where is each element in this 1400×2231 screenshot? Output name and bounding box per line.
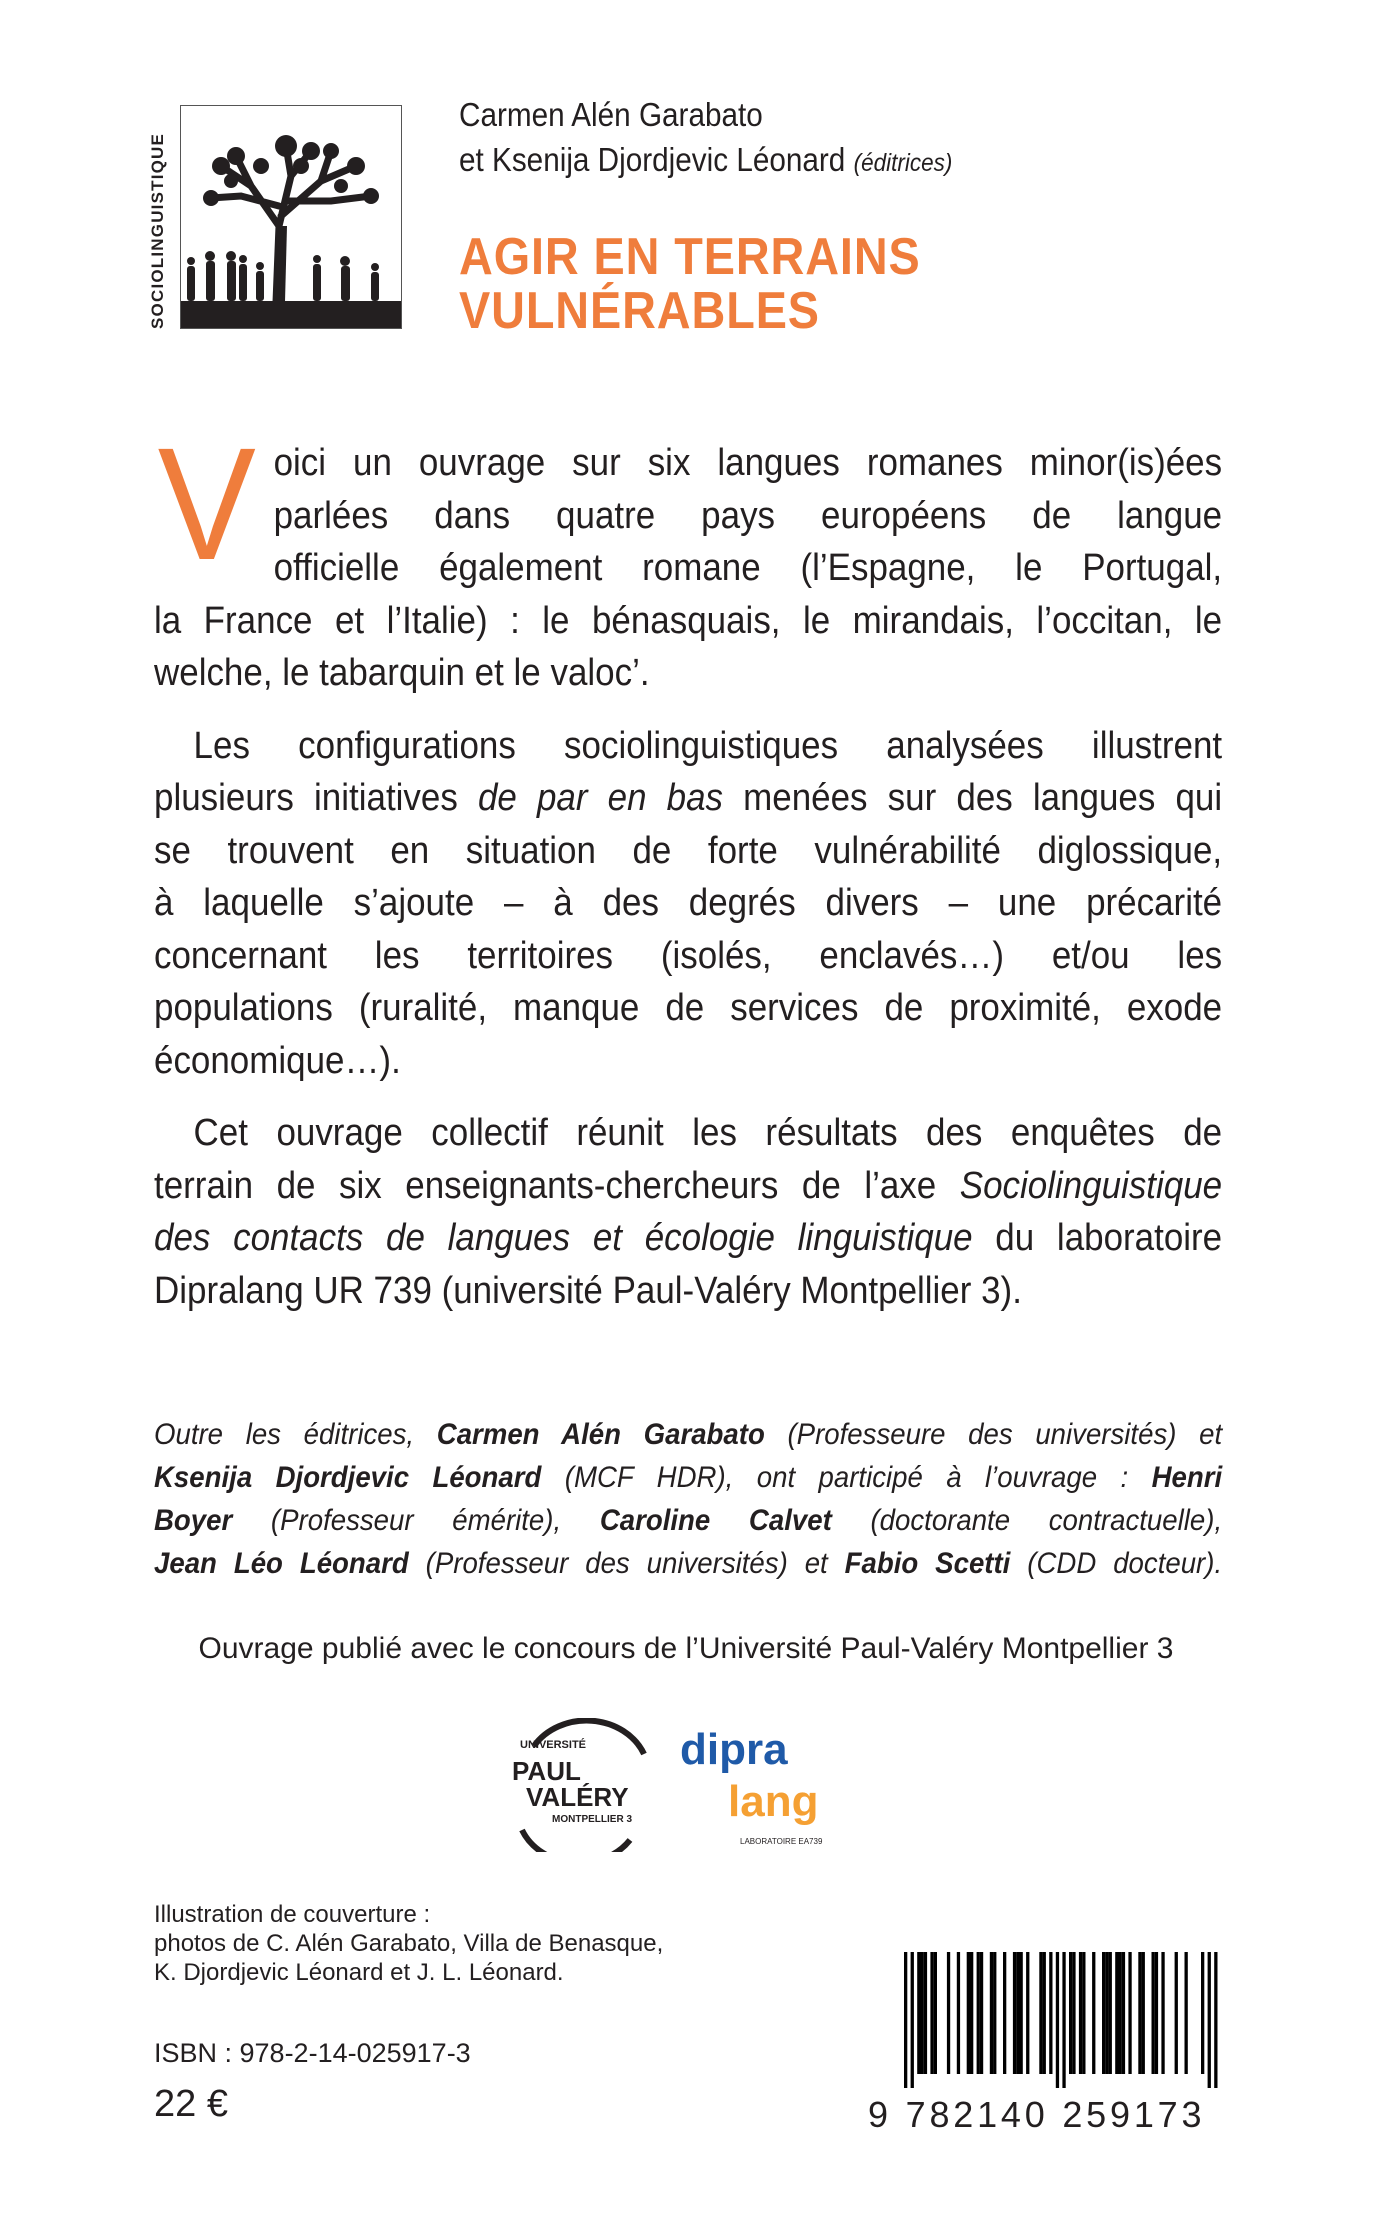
text-segment: concernant les territoires (isolés, enclavés…) et/ou les (154, 934, 1223, 977)
barcode-bar (934, 1952, 937, 2074)
text-line (154, 647, 1222, 700)
dipralang-logo (680, 1718, 880, 1857)
text-segment: Sociolinguistique (959, 1164, 1223, 1207)
text-segment: plusieurs initiatives (154, 777, 478, 819)
text-segment: se trouvent en situation de forte vulnérabilité diglossique, (154, 829, 1223, 872)
barcode-bar (1062, 1952, 1065, 2088)
barcode-bar (947, 1952, 950, 2074)
text-segment: à laquelle s’ajoute – à des degrés divers – une précarité (154, 882, 1223, 924)
pv-line-1: PAUL (512, 1756, 581, 1786)
text-line (154, 1413, 1222, 1456)
dipralang-sub: LABORATOIRE EA739 (740, 1837, 823, 1846)
text-segment: Cet ouvrage collectif réunit les résultats des enquêtes de (193, 1112, 1223, 1154)
text-segment: économique…). (154, 1039, 401, 1082)
text-segment: (doctorante contractuelle), (831, 1504, 1223, 1537)
text-segment: oici un ouvrage sur six langues romanes minor(is)ées (273, 442, 1223, 484)
barcode-bar (1072, 1952, 1075, 2074)
illustration-line: photos de C. Alén Garabato, Villa de Benasque, (154, 1930, 664, 1957)
blurb-paragraph (154, 720, 1222, 1088)
barcode-bar (1079, 1952, 1082, 2074)
book-title (459, 230, 921, 338)
barcode-bar (1109, 1952, 1112, 2074)
editors-role: (éditrices) (853, 149, 953, 177)
text-segment: Outre les éditrices, (154, 1418, 437, 1451)
blurb-paragraph (154, 1107, 1222, 1317)
barcode-bar (1056, 1952, 1059, 2088)
text-segment: officielle également romane (l’Espagne, le Portugal, (273, 547, 1223, 589)
editor-1: Carmen Alén Garabato (459, 96, 763, 133)
barcode-bar (977, 1952, 980, 2074)
text-line (154, 595, 1222, 648)
text-line (154, 1456, 1222, 1499)
barcode-bar (1201, 1952, 1204, 2074)
text-segment: Henri (1151, 1461, 1223, 1494)
barcode-bar (1003, 1952, 1006, 2074)
price: 22 € (154, 2083, 228, 2125)
barcode-bar (1069, 1952, 1072, 2074)
text-line (154, 930, 1222, 983)
illustration-credit (154, 1900, 663, 1987)
text-segment: de par en bas (477, 777, 724, 819)
text-line (154, 1035, 1222, 1088)
barcode-bar (967, 1952, 970, 2074)
text-line (154, 490, 1222, 543)
blurb-paragraph (154, 414, 1223, 700)
barcode-bar (1152, 1952, 1155, 2074)
barcode-bar (930, 1952, 933, 2074)
barcode-bar (1122, 1952, 1125, 2074)
barcode-bar (921, 1952, 924, 2074)
pv-bottom-text: MONTPELLIER 3 (552, 1814, 633, 1825)
barcode-bar (1049, 1952, 1052, 2074)
editor-2-line (459, 137, 952, 186)
text-line (154, 877, 1222, 930)
pv-top-text: UNIVERSITÉ (520, 1739, 587, 1751)
barcode-bar (1082, 1952, 1085, 2074)
series-label: SOCIOLINGUISTIQUE (148, 132, 167, 329)
lang-text: lang (728, 1777, 819, 1826)
text-segment: Boyer (154, 1504, 233, 1537)
isbn: ISBN : 978-2-14-025917-3 (154, 2038, 471, 2068)
tree-illustration (181, 106, 401, 328)
text-segment: (CDD docteur). (1010, 1547, 1223, 1580)
text-segment: Caroline Calvet (599, 1504, 832, 1537)
barcode-bar (1214, 1952, 1217, 2088)
text-line (154, 720, 1222, 773)
text-segment: menées sur des langues qui (723, 777, 1223, 819)
barcode-bar (924, 1952, 927, 2074)
barcode-bar (1208, 1952, 1211, 2088)
text-segment: terrain de six enseignants-chercheurs de l’axe (154, 1164, 960, 1207)
text-segment: (Professeure des universités) et (764, 1418, 1223, 1451)
barcode-bar (1016, 1952, 1019, 2074)
text-segment: parlées dans quatre pays européens de langue (273, 494, 1223, 537)
text-segment: Ksenija Djordjevic Léonard (154, 1461, 542, 1494)
illustration-line: Illustration de couverture : (154, 1901, 431, 1928)
paul-valery-logo (500, 1718, 660, 1857)
blurb (154, 414, 1223, 1337)
barcode-bar (990, 1952, 993, 2074)
barcode-bar (1142, 1952, 1145, 2074)
barcode-bar (917, 1952, 920, 2074)
title-line-2: VULNÉRABLES (459, 282, 820, 340)
barcode-bar (993, 1952, 996, 2074)
barcode-bar (957, 1952, 960, 2074)
barcode-digits: 9 782140 259173 (868, 2094, 1206, 2135)
barcode-bar (980, 1952, 983, 2074)
text-line (154, 1542, 1222, 1585)
barcode-bar (1026, 1952, 1029, 2074)
contributors (154, 1413, 1222, 1585)
text-line (154, 982, 1222, 1035)
text-line (154, 1265, 1222, 1318)
text-segment: (MCF HDR), ont participé à l’ouvrage : (541, 1461, 1152, 1494)
text-segment: Fabio Scetti (844, 1547, 1011, 1580)
barcode-bar (1155, 1952, 1158, 2074)
barcode-bar (1105, 1952, 1108, 2074)
series-tree-logo (180, 105, 402, 329)
text-line (154, 1212, 1222, 1265)
barcode-bar (911, 1952, 914, 2088)
text-line (154, 437, 1222, 490)
text-segment: (Professeur émérite), (232, 1504, 600, 1537)
barcode (896, 1952, 1226, 2088)
text-line (154, 772, 1222, 825)
barcode-bar (1013, 1952, 1016, 2074)
text-segment: Dipralang UR 739 (université Paul-Valéry Montpellier 3). (154, 1269, 1022, 1312)
text-segment: Les configurations sociolinguistiques analysées illustrent (193, 724, 1223, 767)
text-segment: la France et l’Italie) : le bénasquais, le mirandais, l’occitan, le (154, 599, 1223, 642)
illustration-line: K. Djordjevic Léonard et J. L. Léonard. (154, 1959, 564, 1986)
barcode-bar (1102, 1952, 1105, 2074)
text-line (154, 1160, 1222, 1213)
barcode-bar (1138, 1952, 1141, 2074)
text-segment: (Professeur des universités) et (408, 1547, 845, 1580)
barcode-bar (904, 1952, 907, 2088)
text-line (154, 825, 1222, 878)
barcode-bar (1119, 1952, 1122, 2074)
barcode-bar (1115, 1952, 1118, 2074)
text-segment: Carmen Alén Garabato (436, 1418, 765, 1451)
text-segment: populations (ruralité, manque de services de proximité, exode (154, 987, 1223, 1029)
title-line-1: AGIR EN TERRAINS (459, 228, 921, 286)
text-segment: des contacts de langues et écologie linguistique (154, 1217, 973, 1259)
sponsor-note: Ouvrage publié avec le concours de l’Université Paul-Valéry Montpellier 3 (198, 1632, 1174, 1665)
dipra-text: dipra (680, 1725, 788, 1774)
barcode-bar (1039, 1952, 1042, 2074)
editors (459, 92, 952, 186)
text-line (154, 542, 1222, 595)
barcode-bar (1092, 1952, 1095, 2074)
text-segment: welche, le tabarquin et le valoc’. (154, 652, 650, 694)
barcode-bar (1161, 1952, 1164, 2074)
barcode-bar (970, 1952, 973, 2074)
text-segment: du laboratoire (972, 1217, 1223, 1259)
barcode-bar (1128, 1952, 1131, 2074)
barcode-bar (1185, 1952, 1188, 2074)
text-line (154, 1499, 1222, 1542)
barcode-bar (1020, 1952, 1023, 2074)
barcode-bar (1175, 1952, 1178, 2074)
barcode-bar (1043, 1952, 1046, 2074)
pv-line-2: VALÉRY (526, 1782, 629, 1812)
text-segment: Jean Léo Léonard (154, 1547, 409, 1580)
drop-cap: V (157, 414, 256, 593)
text-line (154, 1107, 1222, 1160)
editor-2: et Ksenija Djordjevic Léonard (459, 141, 846, 178)
